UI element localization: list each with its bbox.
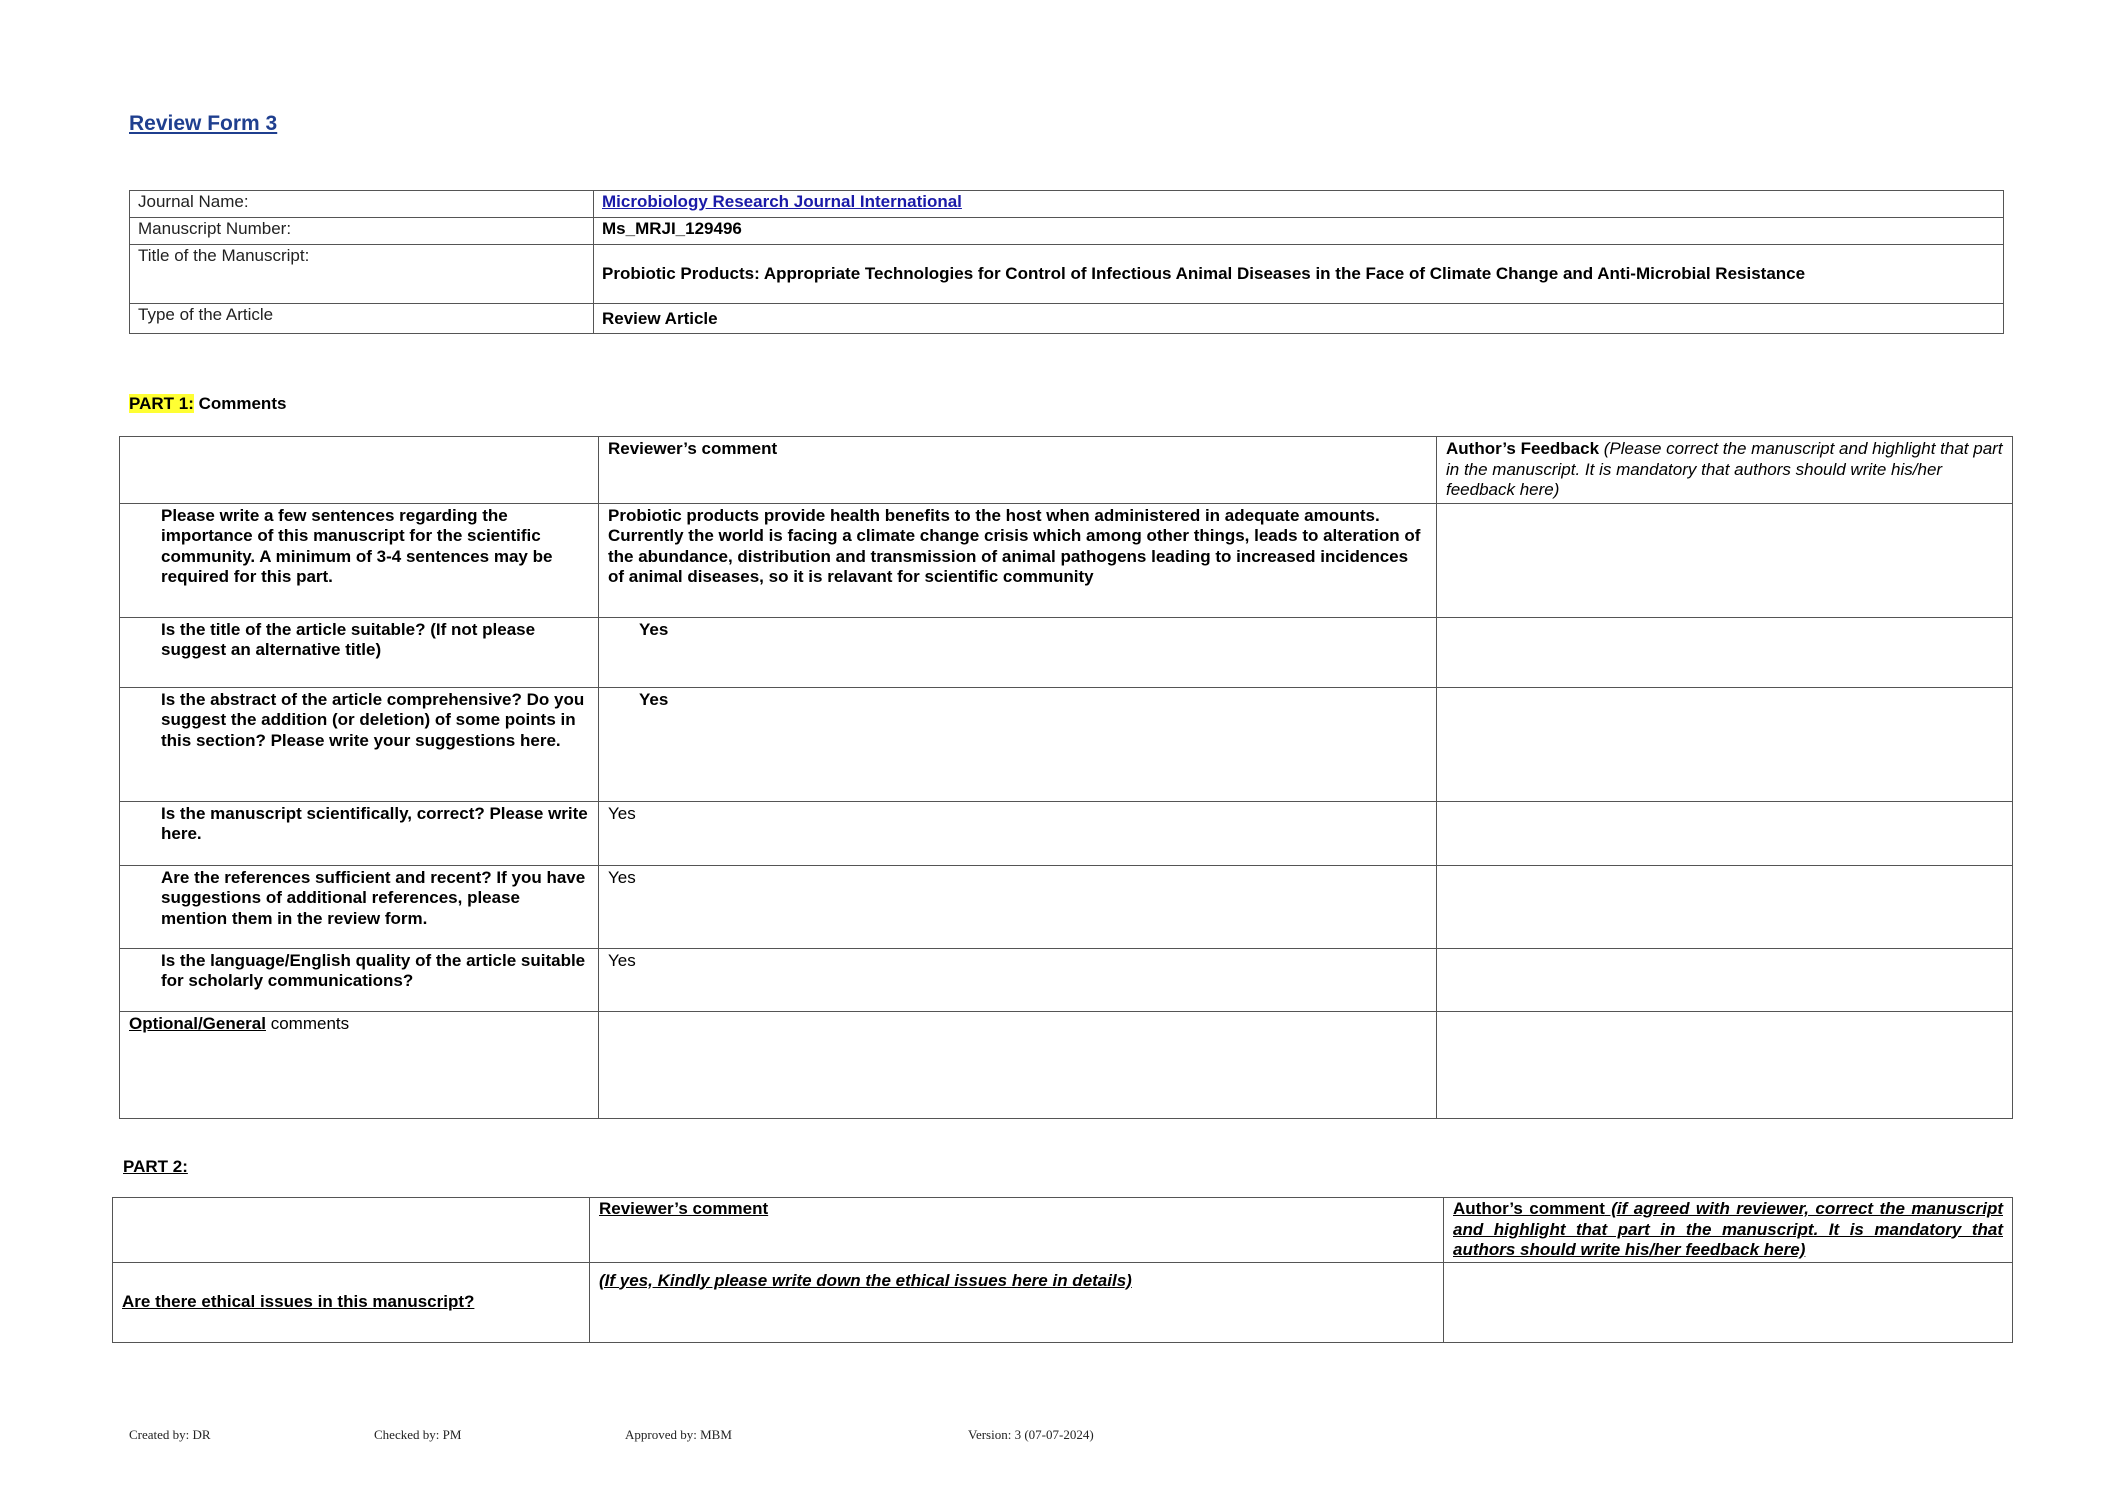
reviewer-comment-header: Reviewer’s comment xyxy=(599,437,1437,504)
part1-heading-highlight: PART 1: xyxy=(129,394,194,413)
reviewer-comment-abstract[interactable]: Yes xyxy=(599,687,1437,801)
part2-reviewer-comment-header: Reviewer’s comment xyxy=(590,1198,1444,1263)
part1-header-row xyxy=(120,437,2013,504)
article-type-label: Type of the Article xyxy=(130,304,594,334)
table-row xyxy=(120,801,2013,865)
part1-header-blank xyxy=(120,437,599,504)
question-title: Is the title of the article suitable? (If not please suggest an alternative title) xyxy=(120,617,599,687)
author-feedback-abstract[interactable] xyxy=(1437,687,2013,801)
part2-ethics-table xyxy=(112,1197,2013,1343)
footer-approved-by: Approved by: MBM xyxy=(625,1427,732,1442)
article-type-value: Review Article xyxy=(594,304,2004,334)
table-row xyxy=(120,687,2013,801)
question-references: Are the references sufficient and recent? If you have suggestions of additional references, please mention them in the review form. xyxy=(120,865,599,948)
question-importance: Please write a few sentences regarding the importance of this manuscript for the scientific community. A minimum of 3-4 sentences may be required for this part. xyxy=(120,503,599,617)
part2-header-blank xyxy=(113,1198,590,1263)
reviewer-ethical-comment[interactable] xyxy=(590,1262,1444,1342)
part2-heading: PART 2: xyxy=(123,1157,188,1176)
part1-comments-table xyxy=(119,436,2013,1119)
question-abstract: Is the abstract of the article comprehensive? Do you suggest the addition (or deletion) of some points in this section? Please write your suggestions here. xyxy=(120,687,599,801)
table-row xyxy=(120,948,2013,1011)
part1-heading-rest: Comments xyxy=(193,394,287,413)
table-row xyxy=(120,865,2013,948)
author-ethical-comment[interactable] xyxy=(1444,1262,2013,1342)
author-feedback-scientific[interactable] xyxy=(1437,801,2013,865)
manuscript-title-value: Probiotic Products: Appropriate Technologies for Control of Infectious Animal Diseases in the Face of Climate Change and Anti-Microbial Resistance xyxy=(594,245,2004,304)
manuscript-title-label: Title of the Manuscript: xyxy=(130,245,594,304)
reviewer-comment-title[interactable]: Yes xyxy=(599,617,1437,687)
form-title: Review Form 3 xyxy=(129,112,278,135)
ethical-instruction: (If yes, Kindly please write down the ethical issues here in details) xyxy=(599,1270,1132,1290)
manuscript-info-table xyxy=(129,190,2004,334)
info-row-manuscript xyxy=(130,218,2004,245)
author-optional-feedback[interactable] xyxy=(1437,1011,2013,1118)
reviewer-comment-references[interactable]: Yes xyxy=(599,865,1437,948)
question-scientific: Is the manuscript scientifically, correct? Please write here. xyxy=(120,801,599,865)
footer-checked-by: Checked by: PM xyxy=(374,1427,462,1442)
author-feedback-header-note: (Please correct the manuscript and highlight that part in the manuscript. It is mandatory that authors should write his/her feedback here) xyxy=(1446,439,2003,499)
table-row xyxy=(120,503,2013,617)
author-feedback-header xyxy=(1437,437,2013,504)
manuscript-number-label: Manuscript Number: xyxy=(130,218,594,245)
info-row-journal xyxy=(130,191,2004,218)
author-feedback-importance[interactable] xyxy=(1437,503,2013,617)
reviewer-comment-language[interactable]: Yes xyxy=(599,948,1437,1011)
info-row-type xyxy=(130,304,2004,334)
manuscript-number-value: Ms_MRJI_129496 xyxy=(594,218,2004,245)
question-language: Is the language/English quality of the article suitable for scholarly communications? xyxy=(120,948,599,1011)
journal-link[interactable]: Microbiology Research Journal International xyxy=(602,192,962,211)
question-ethical-issues: Are there ethical issues in this manuscript? xyxy=(113,1262,590,1342)
author-feedback-title[interactable] xyxy=(1437,617,2013,687)
table-row xyxy=(113,1262,2013,1342)
optional-comments-label-rest: comments xyxy=(265,1013,350,1033)
footer-created-by: Created by: DR xyxy=(129,1427,211,1442)
table-row xyxy=(120,617,2013,687)
author-feedback-language[interactable] xyxy=(1437,948,2013,1011)
reviewer-optional-comment[interactable] xyxy=(599,1011,1437,1118)
part2-header-row xyxy=(113,1198,2013,1263)
journal-label: Journal Name: xyxy=(130,191,594,218)
part1-heading xyxy=(129,394,286,414)
reviewer-comment-scientific[interactable]: Yes xyxy=(599,801,1437,865)
part2-author-comment-header xyxy=(1444,1198,2013,1263)
part2-author-comment-header-bold: Author’s comment xyxy=(1453,1199,1605,1218)
optional-comments-label-bold: Optional/General xyxy=(129,1013,266,1033)
part2-author-comment-header-note: (if agreed with reviewer, correct the manuscript and highlight that part in the manuscript. It is mandatory that authors should write his/her feedback here) xyxy=(1453,1199,2003,1259)
author-feedback-references[interactable] xyxy=(1437,865,2013,948)
author-feedback-header-bold: Author’s Feedback xyxy=(1446,439,1600,458)
optional-comments-row xyxy=(120,1011,2013,1118)
info-row-title xyxy=(130,245,2004,304)
reviewer-comment-importance[interactable]: Probiotic products provide health benefits to the host when administered in adequate amounts. Currently the world is facing a climate change crisis which among other things, leads to alteration of the abundance, distribution and transmission of animal pathogens leading to increased incidences of animal diseases, so it is relavant for scientific community xyxy=(599,503,1437,617)
footer-version: Version: 3 (07-07-2024) xyxy=(968,1427,1094,1442)
optional-comments-label xyxy=(120,1011,599,1118)
